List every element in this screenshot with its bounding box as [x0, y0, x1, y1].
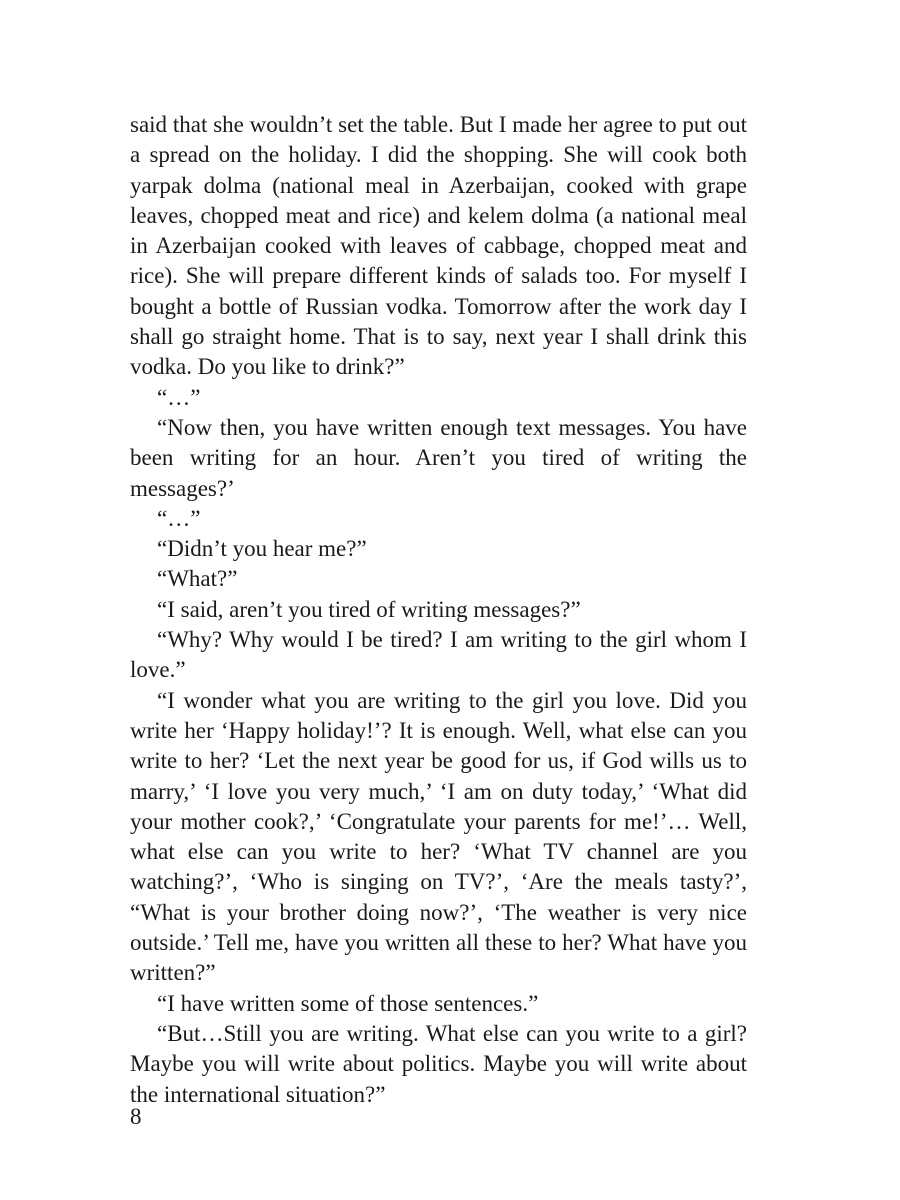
paragraph-3: “Now then, you have written enough text messages. You have been writing for an hour. Aren’t you tired of writing the messages?’	[130, 414, 747, 501]
paragraph-6: “What?”	[157, 566, 238, 592]
paragraph-4: “…”	[157, 505, 201, 531]
paragraph-1: said that she wouldn’t set the table. But I made her agree to put out a spread on the holiday. I did the shopping. She will cook both yarpak dolma (national meal in Azerbaijan, cooked with grape leaves, chopped meat and rice) and kelem dolma (a national meal in Azerbaijan cooked with leaves of cabbage, chopped meat and rice). She will prepare different kinds of salads too. For myself I bought a bottle of Russian vodka. Tomorrow after the work day I shall go straight home. That is to say, next year I shall drink this vodka. Do you like to drink?”	[130, 112, 747, 380]
page-number: 8	[130, 1104, 142, 1129]
paragraph-8: “Why? Why would I be tired? I am writing to the girl whom I love.”	[130, 627, 747, 683]
page-body	[130, 110, 747, 1110]
paragraph-10: “I have written some of those sentences.”	[157, 990, 539, 1016]
paragraph-2: “…”	[157, 384, 201, 410]
paragraph-7: “I said, aren’t you tired of writing messages?”	[157, 596, 581, 622]
paragraph-11: “But…Still you are writing. What else can you write to a girl? Maybe you will write about politics. Maybe you will write about the international situation?”	[130, 1020, 747, 1107]
paragraph-9: “I wonder what you are writing to the girl you love. Did you write her ‘Happy holiday!’? It is enough. Well, what else can you write to her? ‘Let the next year be good for us, if God wills us to marry,’ ‘I love you very much,’ ‘I am on duty today,’ ‘What did your mother cook?,’ ‘Congratulate your parents for me!’… Well, what else can you write to her? ‘What TV channel are you watching?’, ‘Who is singing on TV?’, ‘Are the meals tasty?’, “What is your brother doing now?’, ‘The weather is very nice outside.’ Tell me, have you written all these to her? What have you written?”	[130, 687, 747, 986]
paragraph-5: “Didn’t you hear me?”	[157, 536, 367, 562]
